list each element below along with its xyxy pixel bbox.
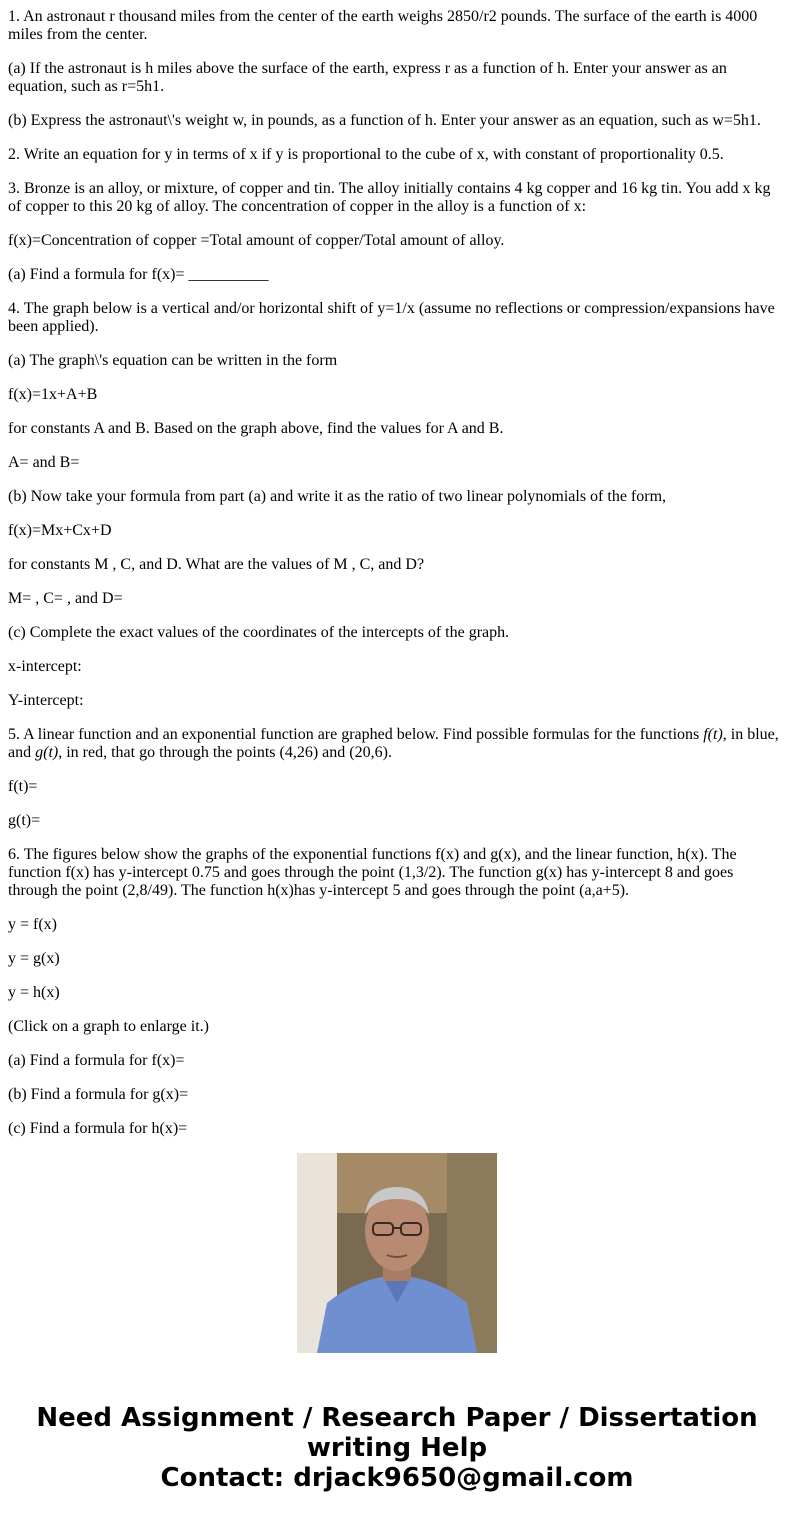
q5-f-name: f(t) — [703, 726, 723, 743]
promo-line: writing Help — [306, 1433, 488, 1463]
paragraph: y = f(x) — [8, 916, 58, 933]
q5-g-name: g(t) — [35, 744, 59, 761]
paragraph: f(t)= — [8, 778, 38, 795]
q5-text-before: 5. A linear function and an exponential function are graphed below. Find possible formulas for the functions — [8, 726, 704, 743]
paragraph: (a) The graph\'s equation can be written in the form — [8, 352, 338, 369]
promo-banner — [0, 1403, 794, 1493]
paragraph: M= , C= , and D= — [8, 590, 123, 607]
promo-line: Need Assignment / Research Paper / Dissertation — [36, 1403, 758, 1433]
question-text — [8, 0, 784, 1137]
paragraph: (Click on a graph to enlarge it.) — [8, 1018, 209, 1035]
q5-text-after: , in red, that go through the points (4,26) and (20,6). — [58, 744, 392, 761]
paragraph: y = g(x) — [8, 950, 60, 967]
paragraph: 6. The figures below show the graphs of the exponential functions f(x) and g(x), and the linear function, h(x). The function f(x) has y-intercept 0.75 and goes through the point (1,3/2). The function g(x) has y-intercept 8 and goes through the point (2,8/49). The function h(x)has y-intercept 5 and goes through the point (a,a+5). — [8, 846, 737, 899]
paragraph: f(x)=Mx+Cx+D — [8, 522, 112, 539]
paragraph: 3. Bronze is an alloy, or mixture, of copper and tin. The alloy initially contains 4 kg copper and 16 kg tin. You add x kg of copper to this 20 kg of alloy. The concentration of copper in the alloy is a function of x: — [8, 180, 771, 215]
paragraph: (c) Find a formula for h(x)= — [8, 1120, 188, 1137]
paragraph: 1. An astronaut r thousand miles from the center of the earth weighs 2850/r2 pounds. The surface of the earth is 4000 miles from the center. — [8, 8, 758, 43]
q5-text-mid: , in blue, and — [8, 726, 779, 761]
paragraph: (c) Complete the exact values of the coordinates of the intercepts of the graph. — [8, 624, 510, 641]
paragraph: (b) Now take your formula from part (a) and write it as the ratio of two linear polynomials of the form, — [8, 488, 667, 505]
paragraph-q5 — [8, 726, 784, 762]
paragraph: A= and B= — [8, 454, 80, 471]
paragraph: g(t)= — [8, 812, 41, 829]
paragraph: f(x)=1x+A+B — [8, 386, 98, 403]
paragraph: for constants A and B. Based on the graph above, find the values for A and B. — [8, 420, 504, 437]
paragraph: (b) Express the astronaut\'s weight w, in pounds, as a function of h. Enter your answer as an equation, such as w=5h1. — [8, 112, 761, 129]
author-avatar — [297, 1153, 497, 1353]
paragraph: (a) Find a formula for f(x)= — [8, 1052, 185, 1069]
paragraph: f(x)=Concentration of copper =Total amount of copper/Total amount of alloy. — [8, 232, 505, 249]
paragraph: (a) If the astronaut is h miles above the surface of the earth, express r as a function of h. Enter your answer as an equation, such as r=5h1. — [8, 60, 727, 95]
paragraph: (b) Find a formula for g(x)= — [8, 1086, 189, 1103]
paragraph: Y-intercept: — [8, 692, 84, 709]
person-photo-icon — [297, 1153, 497, 1353]
promo-contact: Contact: drjack9650@gmail.com — [160, 1463, 634, 1493]
paragraph: (a) Find a formula for f(x)= __________ — [8, 266, 269, 283]
paragraph: for constants M , C, and D. What are the values of M , C, and D? — [8, 556, 425, 573]
paragraph: x-intercept: — [8, 658, 82, 675]
paragraph: 4. The graph below is a vertical and/or horizontal shift of y=1/x (assume no reflections or compression/expansions have been applied). — [8, 300, 775, 335]
paragraph: y = h(x) — [8, 984, 60, 1001]
paragraph: 2. Write an equation for y in terms of x if y is proportional to the cube of x, with constant of proportionality 0.5. — [8, 146, 724, 163]
